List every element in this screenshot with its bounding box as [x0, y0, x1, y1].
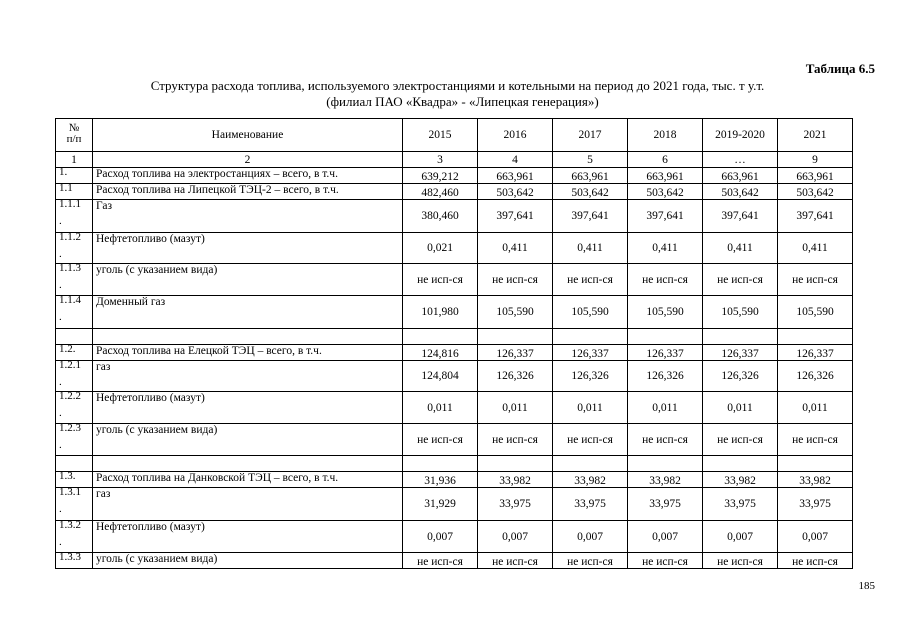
value-cell: не исп-ся — [478, 424, 553, 456]
row-name-cell — [93, 329, 403, 345]
value-cell: 126,337 — [553, 345, 628, 361]
row-name-cell: Расход топлива на Липецкой ТЭЦ-2 – всего, в т.ч. — [93, 184, 403, 200]
table-row — [56, 200, 853, 233]
row-number: 1. — [59, 167, 68, 178]
header-year-cell: 2016 — [478, 119, 553, 152]
row-number-continuation: . — [59, 215, 62, 227]
row-number-cell — [56, 233, 93, 264]
value-cell: 0,011 — [478, 392, 553, 424]
value-cell: 126,337 — [628, 345, 703, 361]
table-label: Таблица 6.5 — [805, 61, 875, 76]
row-name-cell: Расход топлива на электростанциях – всего, в т.ч. — [93, 168, 403, 184]
value-cell: не исп-ся — [628, 264, 703, 296]
table-row — [56, 168, 853, 184]
value-cell: не исп-ся — [403, 553, 478, 569]
value-cell: 663,961 — [553, 168, 628, 184]
row-name-cell: Расход топлива на Елецкой ТЭЦ – всего, в т.ч. — [93, 345, 403, 361]
column-index-cell: 1 — [56, 152, 93, 168]
value-cell: не исп-ся — [778, 424, 853, 456]
value-cell: 0,011 — [553, 392, 628, 424]
value-cell — [403, 456, 478, 472]
row-name-cell: уголь (с указанием вида) — [93, 264, 403, 296]
value-cell: 126,337 — [703, 345, 778, 361]
header-number-abbrev: п/п — [66, 133, 82, 145]
value-cell: 0,411 — [553, 233, 628, 264]
column-index-cell: 4 — [478, 152, 553, 168]
table-row — [56, 456, 853, 472]
row-number: 1.1.3 — [59, 263, 81, 274]
value-cell: 0,411 — [703, 233, 778, 264]
value-cell: 126,326 — [478, 361, 553, 392]
value-cell: 397,641 — [478, 200, 553, 233]
value-cell: 124,816 — [403, 345, 478, 361]
value-cell: 639,212 — [403, 168, 478, 184]
value-cell — [628, 456, 703, 472]
row-number-cell — [56, 329, 93, 345]
column-index-cell: 6 — [628, 152, 703, 168]
value-cell: 397,641 — [628, 200, 703, 233]
column-index-cell: … — [703, 152, 778, 168]
value-cell: 33,975 — [478, 488, 553, 521]
row-number: 1.3.1 — [59, 487, 81, 498]
header-row — [56, 119, 853, 152]
row-number: 1.3.2 — [59, 520, 81, 531]
row-number-continuation: . — [59, 439, 62, 451]
value-cell: не исп-ся — [703, 424, 778, 456]
value-cell — [778, 456, 853, 472]
fuel-consumption-table — [55, 118, 853, 569]
header-year-cell: 2021 — [778, 119, 853, 152]
page-number: 185 — [858, 580, 875, 592]
row-number-continuation: . — [59, 503, 62, 515]
value-cell: 663,961 — [778, 168, 853, 184]
header-year-cell: 2017 — [553, 119, 628, 152]
row-name-cell: уголь (с указанием вида) — [93, 553, 403, 569]
row-number-cell — [56, 361, 93, 392]
table-row — [56, 472, 853, 488]
row-number: 1.2.3 — [59, 423, 81, 434]
row-number-cell — [56, 488, 93, 521]
value-cell: 33,975 — [703, 488, 778, 521]
header-number-symbol: № — [68, 122, 80, 134]
row-number: 1.3. — [59, 471, 76, 482]
value-cell — [628, 329, 703, 345]
value-cell: 33,975 — [628, 488, 703, 521]
table-row — [56, 296, 853, 329]
value-cell: 0,007 — [628, 521, 703, 553]
row-number: 1.1.1 — [59, 199, 81, 210]
value-cell: 126,326 — [553, 361, 628, 392]
value-cell: 101,980 — [403, 296, 478, 329]
value-cell: 0,007 — [553, 521, 628, 553]
row-number: 1.1 — [59, 183, 73, 194]
value-cell: 663,961 — [628, 168, 703, 184]
row-name-cell: Нефтетопливо (мазут) — [93, 233, 403, 264]
value-cell: 503,642 — [553, 184, 628, 200]
value-cell: не исп-ся — [628, 553, 703, 569]
table-row — [56, 233, 853, 264]
value-cell: 0,007 — [403, 521, 478, 553]
value-cell: 124,804 — [403, 361, 478, 392]
row-number-cell — [56, 392, 93, 424]
row-number: 1.3.3 — [59, 552, 81, 563]
value-cell — [703, 329, 778, 345]
value-cell: 105,590 — [778, 296, 853, 329]
value-cell: не исп-ся — [553, 424, 628, 456]
value-cell: 0,411 — [628, 233, 703, 264]
value-cell: 397,641 — [553, 200, 628, 233]
value-cell: 105,590 — [553, 296, 628, 329]
row-number-cell — [56, 521, 93, 553]
value-cell: 126,326 — [778, 361, 853, 392]
value-cell: 31,929 — [403, 488, 478, 521]
table-row — [56, 521, 853, 553]
value-cell: 126,337 — [478, 345, 553, 361]
row-name-cell: Расход топлива на Данковской ТЭЦ – всего, в т.ч. — [93, 472, 403, 488]
column-index-cell: 3 — [403, 152, 478, 168]
value-cell: 397,641 — [778, 200, 853, 233]
value-cell: не исп-ся — [403, 264, 478, 296]
header-year-cell: 2018 — [628, 119, 703, 152]
value-cell: 33,975 — [553, 488, 628, 521]
row-number-continuation: . — [59, 536, 62, 548]
row-number-cell — [56, 456, 93, 472]
row-number-cell — [56, 296, 93, 329]
row-number-continuation: . — [59, 311, 62, 323]
table-row — [56, 361, 853, 392]
header-year-cell: 2015 — [403, 119, 478, 152]
row-number-cell — [56, 264, 93, 296]
row-name-cell: Нефтетопливо (мазут) — [93, 521, 403, 553]
row-name-cell: Газ — [93, 200, 403, 233]
value-cell — [478, 329, 553, 345]
value-cell: 33,982 — [553, 472, 628, 488]
value-cell — [403, 329, 478, 345]
value-cell: не исп-ся — [478, 553, 553, 569]
value-cell: 663,961 — [703, 168, 778, 184]
value-cell — [478, 456, 553, 472]
table-row — [56, 488, 853, 521]
table-row — [56, 392, 853, 424]
value-cell: 0,007 — [478, 521, 553, 553]
row-number-cell — [56, 184, 93, 200]
value-cell: 105,590 — [703, 296, 778, 329]
column-index-cell: 5 — [553, 152, 628, 168]
value-cell: не исп-ся — [703, 264, 778, 296]
value-cell: не исп-ся — [703, 553, 778, 569]
row-name-cell: Доменный газ — [93, 296, 403, 329]
row-number-cell — [56, 345, 93, 361]
value-cell: 380,460 — [403, 200, 478, 233]
value-cell: 0,011 — [778, 392, 853, 424]
header-year-cell: 2019-2020 — [703, 119, 778, 152]
value-cell: 105,590 — [628, 296, 703, 329]
value-cell — [778, 329, 853, 345]
value-cell: 503,642 — [478, 184, 553, 200]
value-cell: 0,011 — [403, 392, 478, 424]
value-cell — [553, 456, 628, 472]
table-row — [56, 184, 853, 200]
value-cell: 482,460 — [403, 184, 478, 200]
value-cell: 0,011 — [703, 392, 778, 424]
value-cell — [553, 329, 628, 345]
value-cell: 33,982 — [778, 472, 853, 488]
row-number-continuation: . — [59, 407, 62, 419]
value-cell: 0,007 — [778, 521, 853, 553]
value-cell: 503,642 — [628, 184, 703, 200]
value-cell: 503,642 — [778, 184, 853, 200]
row-number-continuation: . — [59, 279, 62, 291]
header-name-cell: Наименование — [93, 119, 403, 152]
value-cell: не исп-ся — [628, 424, 703, 456]
value-cell: 0,411 — [478, 233, 553, 264]
row-name-cell — [93, 456, 403, 472]
row-number: 1.2.1 — [59, 360, 81, 371]
table-row — [56, 553, 853, 569]
row-number: 1.1.2 — [59, 232, 81, 243]
value-cell: 33,982 — [628, 472, 703, 488]
table-row — [56, 264, 853, 296]
value-cell: не исп-ся — [778, 553, 853, 569]
column-index-cell: 9 — [778, 152, 853, 168]
row-number-cell — [56, 424, 93, 456]
row-number-cell — [56, 472, 93, 488]
row-name-cell: газ — [93, 361, 403, 392]
value-cell: 126,326 — [628, 361, 703, 392]
value-cell: 31,936 — [403, 472, 478, 488]
value-cell: 105,590 — [478, 296, 553, 329]
row-number: 1.2.2 — [59, 391, 81, 402]
value-cell: 0,011 — [628, 392, 703, 424]
value-cell: 33,982 — [478, 472, 553, 488]
value-cell: 33,975 — [778, 488, 853, 521]
value-cell: 397,641 — [703, 200, 778, 233]
value-cell: не исп-ся — [403, 424, 478, 456]
row-number-cell — [56, 553, 93, 569]
row-number-cell — [56, 200, 93, 233]
value-cell: 33,982 — [703, 472, 778, 488]
row-number: 1.2. — [59, 344, 76, 355]
row-number: 1.1.4 — [59, 295, 81, 306]
value-cell: 0,411 — [778, 233, 853, 264]
table-row — [56, 345, 853, 361]
value-cell: 0,007 — [703, 521, 778, 553]
row-number-continuation: . — [59, 248, 62, 260]
value-cell: не исп-ся — [553, 553, 628, 569]
value-cell: 663,961 — [478, 168, 553, 184]
value-cell: 503,642 — [703, 184, 778, 200]
value-cell: не исп-ся — [478, 264, 553, 296]
column-index-row — [56, 152, 853, 168]
table-caption-line-1: Структура расхода топлива, используемого электростанциями и котельными на период до 2021 года, тыс. т у.т. — [150, 78, 765, 93]
table-row — [56, 329, 853, 345]
row-name-cell: уголь (с указанием вида) — [93, 424, 403, 456]
header-number-cell — [56, 119, 93, 152]
value-cell: 0,021 — [403, 233, 478, 264]
column-index-cell: 2 — [93, 152, 403, 168]
value-cell: 126,326 — [703, 361, 778, 392]
value-cell: не исп-ся — [778, 264, 853, 296]
table-row — [56, 424, 853, 456]
row-number-cell — [56, 168, 93, 184]
value-cell — [703, 456, 778, 472]
row-name-cell: газ — [93, 488, 403, 521]
table-caption-line-2: (филиал ПАО «Квадра» - «Липецкая генерация») — [326, 94, 599, 109]
row-number-continuation: . — [59, 376, 62, 388]
value-cell: не исп-ся — [553, 264, 628, 296]
row-name-cell: Нефтетопливо (мазут) — [93, 392, 403, 424]
value-cell: 126,337 — [778, 345, 853, 361]
